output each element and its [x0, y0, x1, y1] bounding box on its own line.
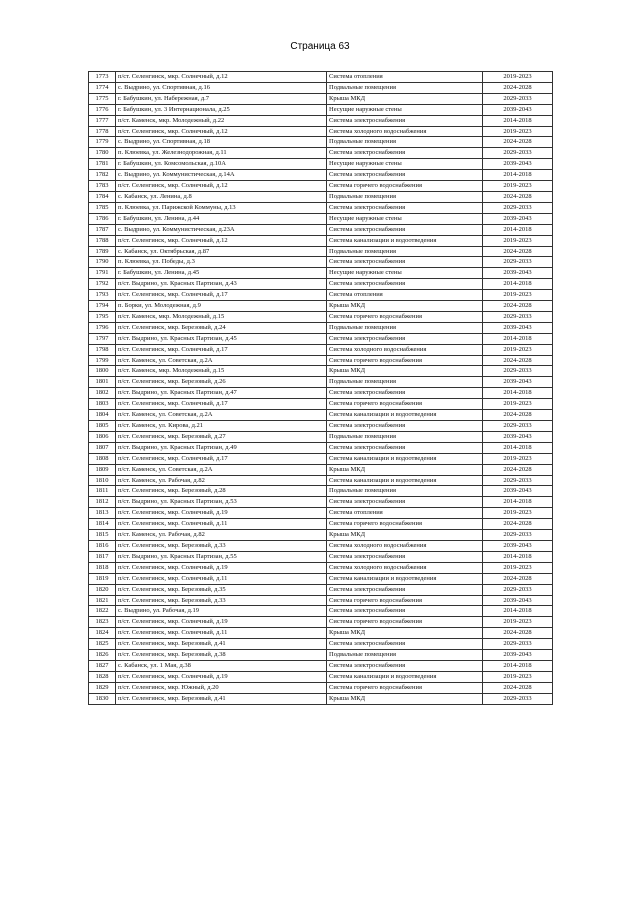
address-cell: с. Кабанск, ул. Ленина, д.8 — [116, 191, 327, 202]
table-row — [89, 181, 553, 192]
row-number: 1828 — [89, 671, 116, 682]
table-row — [89, 421, 553, 432]
system-cell: Система холодного водоснабжения — [327, 126, 483, 137]
row-number: 1797 — [89, 333, 116, 344]
table-row — [89, 137, 553, 148]
table-row — [89, 290, 553, 301]
system-cell: Несущие наружные стены — [327, 159, 483, 170]
system-cell: Система электроснабжения — [327, 551, 483, 562]
table-row — [89, 650, 553, 661]
row-number: 1814 — [89, 519, 116, 530]
period-cell: 2039-2043 — [483, 431, 553, 442]
address-cell: п/ст. Селенгинск, мкр. Южный, д.20 — [116, 682, 327, 693]
table-row — [89, 617, 553, 628]
row-number: 1825 — [89, 639, 116, 650]
system-cell: Система горячего водоснабжения — [327, 355, 483, 366]
system-cell: Крыша МКД — [327, 301, 483, 312]
table-row — [89, 639, 553, 650]
row-number: 1778 — [89, 126, 116, 137]
table-row — [89, 224, 553, 235]
system-cell: Система электроснабжения — [327, 442, 483, 453]
system-cell: Система канализации и водоотведения — [327, 235, 483, 246]
row-number: 1821 — [89, 595, 116, 606]
row-number: 1776 — [89, 104, 116, 115]
system-cell: Система горячего водоснабжения — [327, 595, 483, 606]
row-number: 1826 — [89, 650, 116, 661]
address-cell: п/ст. Селенгинск, мкр. Солнечный, д.19 — [116, 671, 327, 682]
system-cell: Система канализации и водоотведения — [327, 453, 483, 464]
system-cell: Система электроснабжения — [327, 224, 483, 235]
address-cell: п/ст. Селенгинск, мкр. Березовый, д.41 — [116, 639, 327, 650]
system-cell: Подвальные помещения — [327, 322, 483, 333]
system-cell: Подвальные помещения — [327, 246, 483, 257]
system-cell: Система горячего водоснабжения — [327, 181, 483, 192]
system-cell: Система электроснабжения — [327, 584, 483, 595]
system-cell: Крыша МКД — [327, 530, 483, 541]
period-cell: 2019-2023 — [483, 617, 553, 628]
period-cell: 2039-2043 — [483, 377, 553, 388]
period-cell: 2039-2043 — [483, 213, 553, 224]
table-row — [89, 355, 553, 366]
row-number: 1798 — [89, 344, 116, 355]
table-row — [89, 595, 553, 606]
period-cell: 2019-2023 — [483, 290, 553, 301]
address-cell: п/ст. Селенгинск, мкр. Березовый, д.33 — [116, 540, 327, 551]
table-row — [89, 82, 553, 93]
table-row — [89, 333, 553, 344]
row-number: 1786 — [89, 213, 116, 224]
table-row — [89, 540, 553, 551]
table-row — [89, 519, 553, 530]
address-cell: п. Клюевка, ул. Победы, д.3 — [116, 257, 327, 268]
period-cell: 2024-2028 — [483, 301, 553, 312]
table-row — [89, 126, 553, 137]
period-cell: 2014-2018 — [483, 224, 553, 235]
address-cell: с. Выдрино, ул. Рабочая, д.19 — [116, 606, 327, 617]
period-cell: 2014-2018 — [483, 115, 553, 126]
table-row — [89, 246, 553, 257]
row-number: 1775 — [89, 93, 116, 104]
address-cell: п/ст. Каменск, ул. Рабочая, д.82 — [116, 530, 327, 541]
period-cell: 2029-2033 — [483, 366, 553, 377]
period-cell: 2019-2023 — [483, 126, 553, 137]
row-number: 1790 — [89, 257, 116, 268]
period-cell: 2019-2023 — [483, 508, 553, 519]
address-cell: п/ст. Селенгинск, мкр. Березовый, д.26 — [116, 377, 327, 388]
row-number: 1803 — [89, 399, 116, 410]
address-cell: п/ст. Селенгинск, мкр. Солнечный, д.12 — [116, 126, 327, 137]
row-number: 1805 — [89, 421, 116, 432]
period-cell: 2019-2023 — [483, 235, 553, 246]
address-cell: п/ст. Селенгинск, мкр. Солнечный, д.19 — [116, 508, 327, 519]
period-cell: 2029-2033 — [483, 475, 553, 486]
address-cell: п/ст. Селенгинск, мкр. Солнечный, д.11 — [116, 519, 327, 530]
system-cell: Система холодного водоснабжения — [327, 540, 483, 551]
address-cell: г. Бабушкин, ул. Ленина, д.45 — [116, 268, 327, 279]
period-cell: 2014-2018 — [483, 660, 553, 671]
registry-table — [88, 71, 553, 705]
period-cell: 2014-2018 — [483, 170, 553, 181]
row-number: 1818 — [89, 562, 116, 573]
row-number: 1773 — [89, 72, 116, 83]
system-cell: Система электроснабжения — [327, 279, 483, 290]
table-row — [89, 584, 553, 595]
period-cell: 2039-2043 — [483, 650, 553, 661]
system-cell: Система канализации и водоотведения — [327, 671, 483, 682]
row-number: 1783 — [89, 181, 116, 192]
table-row — [89, 399, 553, 410]
row-number: 1816 — [89, 540, 116, 551]
row-number: 1806 — [89, 431, 116, 442]
row-number: 1808 — [89, 453, 116, 464]
system-cell: Система канализации и водоотведения — [327, 410, 483, 421]
period-cell: 2029-2033 — [483, 584, 553, 595]
row-number: 1792 — [89, 279, 116, 290]
address-cell: п. Клюевка, ул. Железнодорожная, д.11 — [116, 148, 327, 159]
system-cell: Система холодного водоснабжения — [327, 344, 483, 355]
table-row — [89, 562, 553, 573]
system-cell: Система электроснабжения — [327, 421, 483, 432]
address-cell: п/ст. Селенгинск, мкр. Солнечный, д.17 — [116, 290, 327, 301]
period-cell: 2014-2018 — [483, 279, 553, 290]
address-cell: п/ст. Выдрино, ул. Красных Партизан, д.45 — [116, 333, 327, 344]
period-cell: 2024-2028 — [483, 137, 553, 148]
system-cell: Несущие наружные стены — [327, 104, 483, 115]
address-cell: п/ст. Селенгинск, мкр. Солнечный, д.11 — [116, 628, 327, 639]
system-cell: Крыша МКД — [327, 693, 483, 704]
period-cell: 2014-2018 — [483, 388, 553, 399]
address-cell: г. Бабушкин, ул. 3 Интернационала, д.25 — [116, 104, 327, 115]
address-cell: п/ст. Селенгинск, мкр. Солнечный, д.17 — [116, 344, 327, 355]
table-row — [89, 235, 553, 246]
row-number: 1796 — [89, 322, 116, 333]
table-row — [89, 202, 553, 213]
row-number: 1819 — [89, 573, 116, 584]
system-cell: Система электроснабжения — [327, 202, 483, 213]
system-cell: Подвальные помещения — [327, 191, 483, 202]
period-cell: 2019-2023 — [483, 72, 553, 83]
row-number: 1817 — [89, 551, 116, 562]
table-row — [89, 301, 553, 312]
address-cell: п/ст. Каменск, ул. Советская, д.2А — [116, 355, 327, 366]
system-cell: Система горячего водоснабжения — [327, 682, 483, 693]
table-row — [89, 530, 553, 541]
system-cell: Система электроснабжения — [327, 497, 483, 508]
table-row — [89, 682, 553, 693]
row-number: 1823 — [89, 617, 116, 628]
table-row — [89, 268, 553, 279]
row-number: 1799 — [89, 355, 116, 366]
address-cell: п/ст. Селенгинск, мкр. Солнечный, д.11 — [116, 573, 327, 584]
address-cell: г. Бабушкин, ул. Набережная, д.7 — [116, 93, 327, 104]
table-row — [89, 213, 553, 224]
period-cell: 2024-2028 — [483, 628, 553, 639]
system-cell: Система электроснабжения — [327, 148, 483, 159]
table-row — [89, 93, 553, 104]
period-cell: 2019-2023 — [483, 453, 553, 464]
row-number: 1815 — [89, 530, 116, 541]
system-cell: Несущие наружные стены — [327, 213, 483, 224]
period-cell: 2014-2018 — [483, 606, 553, 617]
period-cell: 2024-2028 — [483, 191, 553, 202]
table-row — [89, 464, 553, 475]
row-number: 1782 — [89, 170, 116, 181]
table-row — [89, 453, 553, 464]
table-row — [89, 628, 553, 639]
row-number: 1791 — [89, 268, 116, 279]
row-number: 1801 — [89, 377, 116, 388]
system-cell: Система электроснабжения — [327, 170, 483, 181]
address-cell: п/ст. Выдрино, ул. Красных Партизан, д.47 — [116, 388, 327, 399]
system-cell: Система горячего водоснабжения — [327, 617, 483, 628]
registry-table-body — [89, 72, 553, 705]
system-cell: Система электроснабжения — [327, 606, 483, 617]
row-number: 1781 — [89, 159, 116, 170]
period-cell: 2024-2028 — [483, 246, 553, 257]
address-cell: с. Выдрино, ул. Коммунистическая, д.23А — [116, 224, 327, 235]
address-cell: п/ст. Выдрино, ул. Красных Партизан, д.55 — [116, 551, 327, 562]
system-cell: Крыша МКД — [327, 628, 483, 639]
period-cell: 2024-2028 — [483, 355, 553, 366]
address-cell: п/ст. Выдрино, ул. Красных Партизан, д.49 — [116, 442, 327, 453]
period-cell: 2024-2028 — [483, 573, 553, 584]
system-cell: Система отопления — [327, 290, 483, 301]
address-cell: п/ст. Каменск, мкр. Молодежный, д.22 — [116, 115, 327, 126]
row-number: 1774 — [89, 82, 116, 93]
system-cell: Система электроснабжения — [327, 333, 483, 344]
period-cell: 2014-2018 — [483, 442, 553, 453]
table-row — [89, 322, 553, 333]
table-row — [89, 431, 553, 442]
table-row — [89, 388, 553, 399]
table-row — [89, 486, 553, 497]
row-number: 1830 — [89, 693, 116, 704]
table-row — [89, 311, 553, 322]
address-cell: п/ст. Каменск, мкр. Молодежный, д.15 — [116, 311, 327, 322]
system-cell: Система горячего водоснабжения — [327, 311, 483, 322]
period-cell: 2019-2023 — [483, 399, 553, 410]
address-cell: п/ст. Селенгинск, мкр. Солнечный, д.12 — [116, 235, 327, 246]
period-cell: 2039-2043 — [483, 322, 553, 333]
page-header: Страница 63 — [290, 41, 350, 52]
period-cell: 2024-2028 — [483, 682, 553, 693]
row-number: 1779 — [89, 137, 116, 148]
row-number: 1810 — [89, 475, 116, 486]
period-cell: 2019-2023 — [483, 344, 553, 355]
system-cell: Подвальные помещения — [327, 82, 483, 93]
table-row — [89, 159, 553, 170]
system-cell: Система холодного водоснабжения — [327, 562, 483, 573]
table-row — [89, 660, 553, 671]
row-number: 1789 — [89, 246, 116, 257]
period-cell: 2029-2033 — [483, 148, 553, 159]
table-row — [89, 104, 553, 115]
table-row — [89, 551, 553, 562]
table-row — [89, 442, 553, 453]
table-row — [89, 671, 553, 682]
system-cell: Крыша МКД — [327, 464, 483, 475]
row-number: 1829 — [89, 682, 116, 693]
system-cell: Система электроснабжения — [327, 639, 483, 650]
address-cell: п/ст. Селенгинск, мкр. Солнечный, д.12 — [116, 181, 327, 192]
address-cell: с. Выдрино, ул. Коммунистическая, д.14А — [116, 170, 327, 181]
period-cell: 2039-2043 — [483, 486, 553, 497]
system-cell: Крыша МКД — [327, 366, 483, 377]
address-cell: п/ст. Селенгинск, мкр. Березовый, д.35 — [116, 584, 327, 595]
address-cell: п/ст. Выдрино, ул. Красных Партизан, д.53 — [116, 497, 327, 508]
table-row — [89, 606, 553, 617]
system-cell: Система отопления — [327, 508, 483, 519]
address-cell: с. Кабанск, ул. 1 Мая, д.38 — [116, 660, 327, 671]
row-number: 1800 — [89, 366, 116, 377]
table-row — [89, 475, 553, 486]
period-cell: 2024-2028 — [483, 519, 553, 530]
row-number: 1794 — [89, 301, 116, 312]
address-cell: п/ст. Каменск, ул. Кирова, д.21 — [116, 421, 327, 432]
address-cell: с. Выдрино, ул. Спортивная, д.16 — [116, 82, 327, 93]
table-row — [89, 573, 553, 584]
address-cell: п/ст. Выдрино, ул. Красных Партизан, д.43 — [116, 279, 327, 290]
row-number: 1809 — [89, 464, 116, 475]
row-number: 1811 — [89, 486, 116, 497]
table-row — [89, 148, 553, 159]
system-cell: Система горячего водоснабжения — [327, 519, 483, 530]
period-cell: 2039-2043 — [483, 159, 553, 170]
period-cell: 2014-2018 — [483, 497, 553, 508]
address-cell: г. Бабушкин, ул. Комсомольская, д.10А — [116, 159, 327, 170]
period-cell: 2029-2033 — [483, 202, 553, 213]
address-cell: с. Выдрино, ул. Спортивная, д.18 — [116, 137, 327, 148]
period-cell: 2014-2018 — [483, 333, 553, 344]
table-row — [89, 72, 553, 83]
address-cell: п/ст. Селенгинск, мкр. Солнечный, д.17 — [116, 453, 327, 464]
address-cell: п/ст. Каменск, ул. Рабочая, д.82 — [116, 475, 327, 486]
period-cell: 2029-2033 — [483, 311, 553, 322]
period-cell: 2024-2028 — [483, 464, 553, 475]
address-cell: п/ст. Селенгинск, мкр. Солнечный, д.19 — [116, 562, 327, 573]
table-row — [89, 115, 553, 126]
row-number: 1784 — [89, 191, 116, 202]
table-row — [89, 170, 553, 181]
row-number: 1780 — [89, 148, 116, 159]
address-cell: п. Борки, ул. Молодежная, д.9 — [116, 301, 327, 312]
period-cell: 2014-2018 — [483, 551, 553, 562]
address-cell: п/ст. Селенгинск, мкр. Березовый, д.28 — [116, 486, 327, 497]
system-cell: Подвальные помещения — [327, 486, 483, 497]
row-number: 1824 — [89, 628, 116, 639]
row-number: 1827 — [89, 660, 116, 671]
period-cell: 2039-2043 — [483, 104, 553, 115]
system-cell: Система горячего водоснабжения — [327, 399, 483, 410]
table-row — [89, 377, 553, 388]
address-cell: п/ст. Каменск, мкр. Молодежный, д.15 — [116, 366, 327, 377]
period-cell: 2024-2028 — [483, 410, 553, 421]
period-cell: 2019-2023 — [483, 671, 553, 682]
period-cell: 2039-2043 — [483, 540, 553, 551]
address-cell: п/ст. Селенгинск, мкр. Солнечный, д.12 — [116, 72, 327, 83]
table-row — [89, 693, 553, 704]
system-cell: Система электроснабжения — [327, 115, 483, 126]
address-cell: п/ст. Каменск, ул. Советская, д.2А — [116, 410, 327, 421]
period-cell: 2029-2033 — [483, 93, 553, 104]
table-row — [89, 344, 553, 355]
system-cell: Система отопления — [327, 72, 483, 83]
table-row — [89, 279, 553, 290]
address-cell: п/ст. Селенгинск, мкр. Березовый, д.33 — [116, 595, 327, 606]
row-number: 1812 — [89, 497, 116, 508]
table-row — [89, 410, 553, 421]
period-cell: 2029-2033 — [483, 530, 553, 541]
row-number: 1802 — [89, 388, 116, 399]
row-number: 1795 — [89, 311, 116, 322]
system-cell: Несущие наружные стены — [327, 268, 483, 279]
period-cell: 2029-2033 — [483, 421, 553, 432]
system-cell: Система канализации и водоотведения — [327, 573, 483, 584]
period-cell: 2029-2033 — [483, 639, 553, 650]
period-cell: 2029-2033 — [483, 257, 553, 268]
address-cell: п/ст. Селенгинск, мкр. Солнечный, д.17 — [116, 399, 327, 410]
period-cell: 2039-2043 — [483, 268, 553, 279]
period-cell: 2019-2023 — [483, 562, 553, 573]
row-number: 1804 — [89, 410, 116, 421]
row-number: 1788 — [89, 235, 116, 246]
period-cell: 2039-2043 — [483, 595, 553, 606]
table-row — [89, 257, 553, 268]
system-cell: Система электроснабжения — [327, 660, 483, 671]
table-row — [89, 366, 553, 377]
row-number: 1813 — [89, 508, 116, 519]
system-cell: Крыша МКД — [327, 93, 483, 104]
period-cell: 2024-2028 — [483, 82, 553, 93]
address-cell: п/ст. Селенгинск, мкр. Березовый, д.38 — [116, 650, 327, 661]
system-cell: Система электроснабжения — [327, 388, 483, 399]
table-row — [89, 508, 553, 519]
system-cell: Подвальные помещения — [327, 377, 483, 388]
row-number: 1793 — [89, 290, 116, 301]
period-cell: 2029-2033 — [483, 693, 553, 704]
row-number: 1787 — [89, 224, 116, 235]
address-cell: с. Кабанск, ул. Октябрьская, д.87 — [116, 246, 327, 257]
system-cell: Подвальные помещения — [327, 431, 483, 442]
table-row — [89, 191, 553, 202]
row-number: 1777 — [89, 115, 116, 126]
address-cell: п/ст. Селенгинск, мкр. Березовый, д.41 — [116, 693, 327, 704]
period-cell: 2019-2023 — [483, 181, 553, 192]
address-cell: п/ст. Селенгинск, мкр. Солнечный, д.19 — [116, 617, 327, 628]
address-cell: п/ст. Каменск, ул. Советская, д.2А — [116, 464, 327, 475]
address-cell: п/ст. Селенгинск, мкр. Березовый, д.27 — [116, 431, 327, 442]
row-number: 1822 — [89, 606, 116, 617]
system-cell: Система электроснабжения — [327, 257, 483, 268]
system-cell: Система канализации и водоотведения — [327, 475, 483, 486]
row-number: 1785 — [89, 202, 116, 213]
system-cell: Подвальные помещения — [327, 650, 483, 661]
row-number: 1807 — [89, 442, 116, 453]
table-row — [89, 497, 553, 508]
system-cell: Подвальные помещения — [327, 137, 483, 148]
row-number: 1820 — [89, 584, 116, 595]
address-cell: г. Бабушкин, ул. Ленина, д.44 — [116, 213, 327, 224]
address-cell: п/ст. Селенгинск, мкр. Березовый, д.24 — [116, 322, 327, 333]
address-cell: п. Клюевка, ул. Парижской Коммуны, д.13 — [116, 202, 327, 213]
